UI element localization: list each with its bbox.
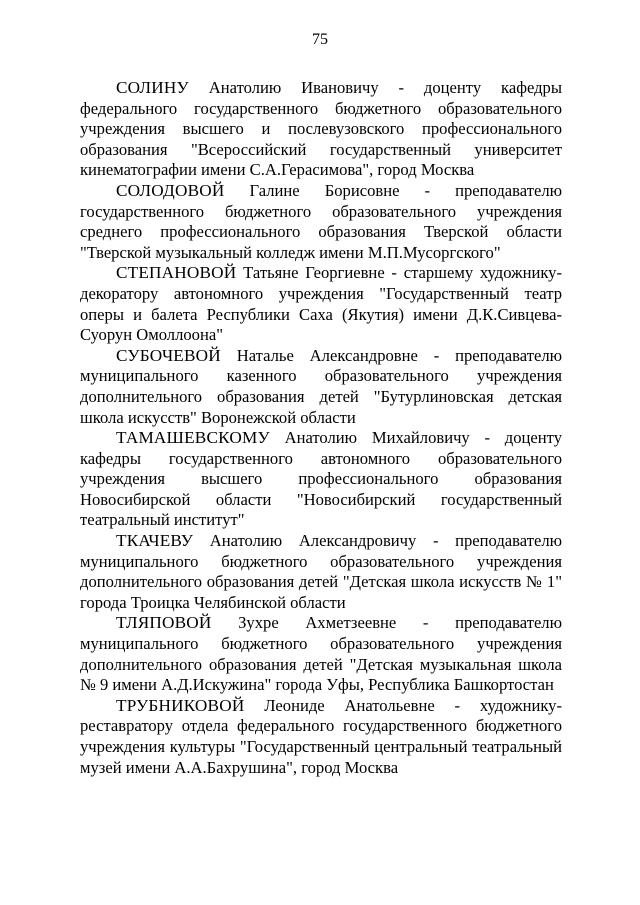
recipient-details: Зухре Ахметзеевне - преподавателю муниципального бюджетного образовательного учреждения дополнительного образования детей "Детская музыкальная школа № 9 имени А.Д.Искужина" города Уфы, Республика Башкортостан: [80, 613, 562, 695]
recipient-surname: СТЕПАНОВОЙ: [116, 263, 237, 283]
recipient-surname: ТРУБНИКОВОЙ: [116, 695, 245, 715]
recipient-surname: ТАМАШЕВСКОМУ: [116, 428, 270, 448]
award-entry-2: [80, 181, 562, 263]
recipient-details: Наталье Александровне - преподавателю муниципального казенного образовательного учреждения дополнительного образования детей "Бутурлиновская детская школа искусств" Воронежской области: [80, 345, 562, 427]
recipient-surname: СУБОЧЕВОЙ: [116, 345, 221, 365]
recipient-surname: ТКАЧЕВУ: [116, 531, 194, 551]
recipient-details: Татьяне Георгиевне - старшему художнику-декоратору автономного учреждения "Государственный театр оперы и балета Республики Саха (Якутия) имени Д.К.Сивцева-Суорун Омоллоона": [80, 263, 562, 345]
award-entry-3: [80, 263, 562, 345]
award-entry-6: [80, 531, 562, 613]
award-entry-7: [80, 613, 562, 695]
award-entry-1: [80, 78, 562, 181]
recipient-details: Галине Борисовне - преподавателю государственного бюджетного образовательного учреждения среднего профессионального образования Тверской области "Тверской музыкальный колледж имени М.П.Мусоргского": [80, 180, 562, 262]
recipient-surname: СОЛОДОВОЙ: [116, 180, 225, 200]
award-list: [80, 78, 562, 778]
award-entry-8: [80, 696, 562, 778]
recipient-details: Леониде Анатольевне - художнику-реставратору отдела федерального государственного бюджетного учреждения культуры "Государственный центральный театральный музей имени А.А.Бахрушина", город Москва: [80, 695, 562, 777]
award-entry-4: [80, 346, 562, 428]
recipient-details: Анатолию Александровичу - преподавателю муниципального бюджетного образовательного учреждения дополнительного образования детей "Детская школа искусств № 1" города Троицка Челябинской области: [80, 531, 562, 612]
page-number: 75: [312, 31, 328, 48]
recipient-surname: СОЛИНУ: [116, 78, 189, 97]
recipient-details: Анатолию Михайловичу - доценту кафедры государственного автономного образовательного учреждения высшего профессионального образования Новосибирской области "Новосибирский государственный театральный институт": [80, 428, 562, 530]
recipient-surname: ТЛЯПОВОЙ: [116, 613, 212, 633]
recipient-details: Анатолию Ивановичу - доценту кафедры федерального государственного бюджетного образовательного учреждения высшего и послевузовского профессионального образования "Всероссийский государственный университет кинематографии имени С.А.Герасимова", город Москва: [80, 78, 562, 180]
award-entry-5: [80, 428, 562, 531]
